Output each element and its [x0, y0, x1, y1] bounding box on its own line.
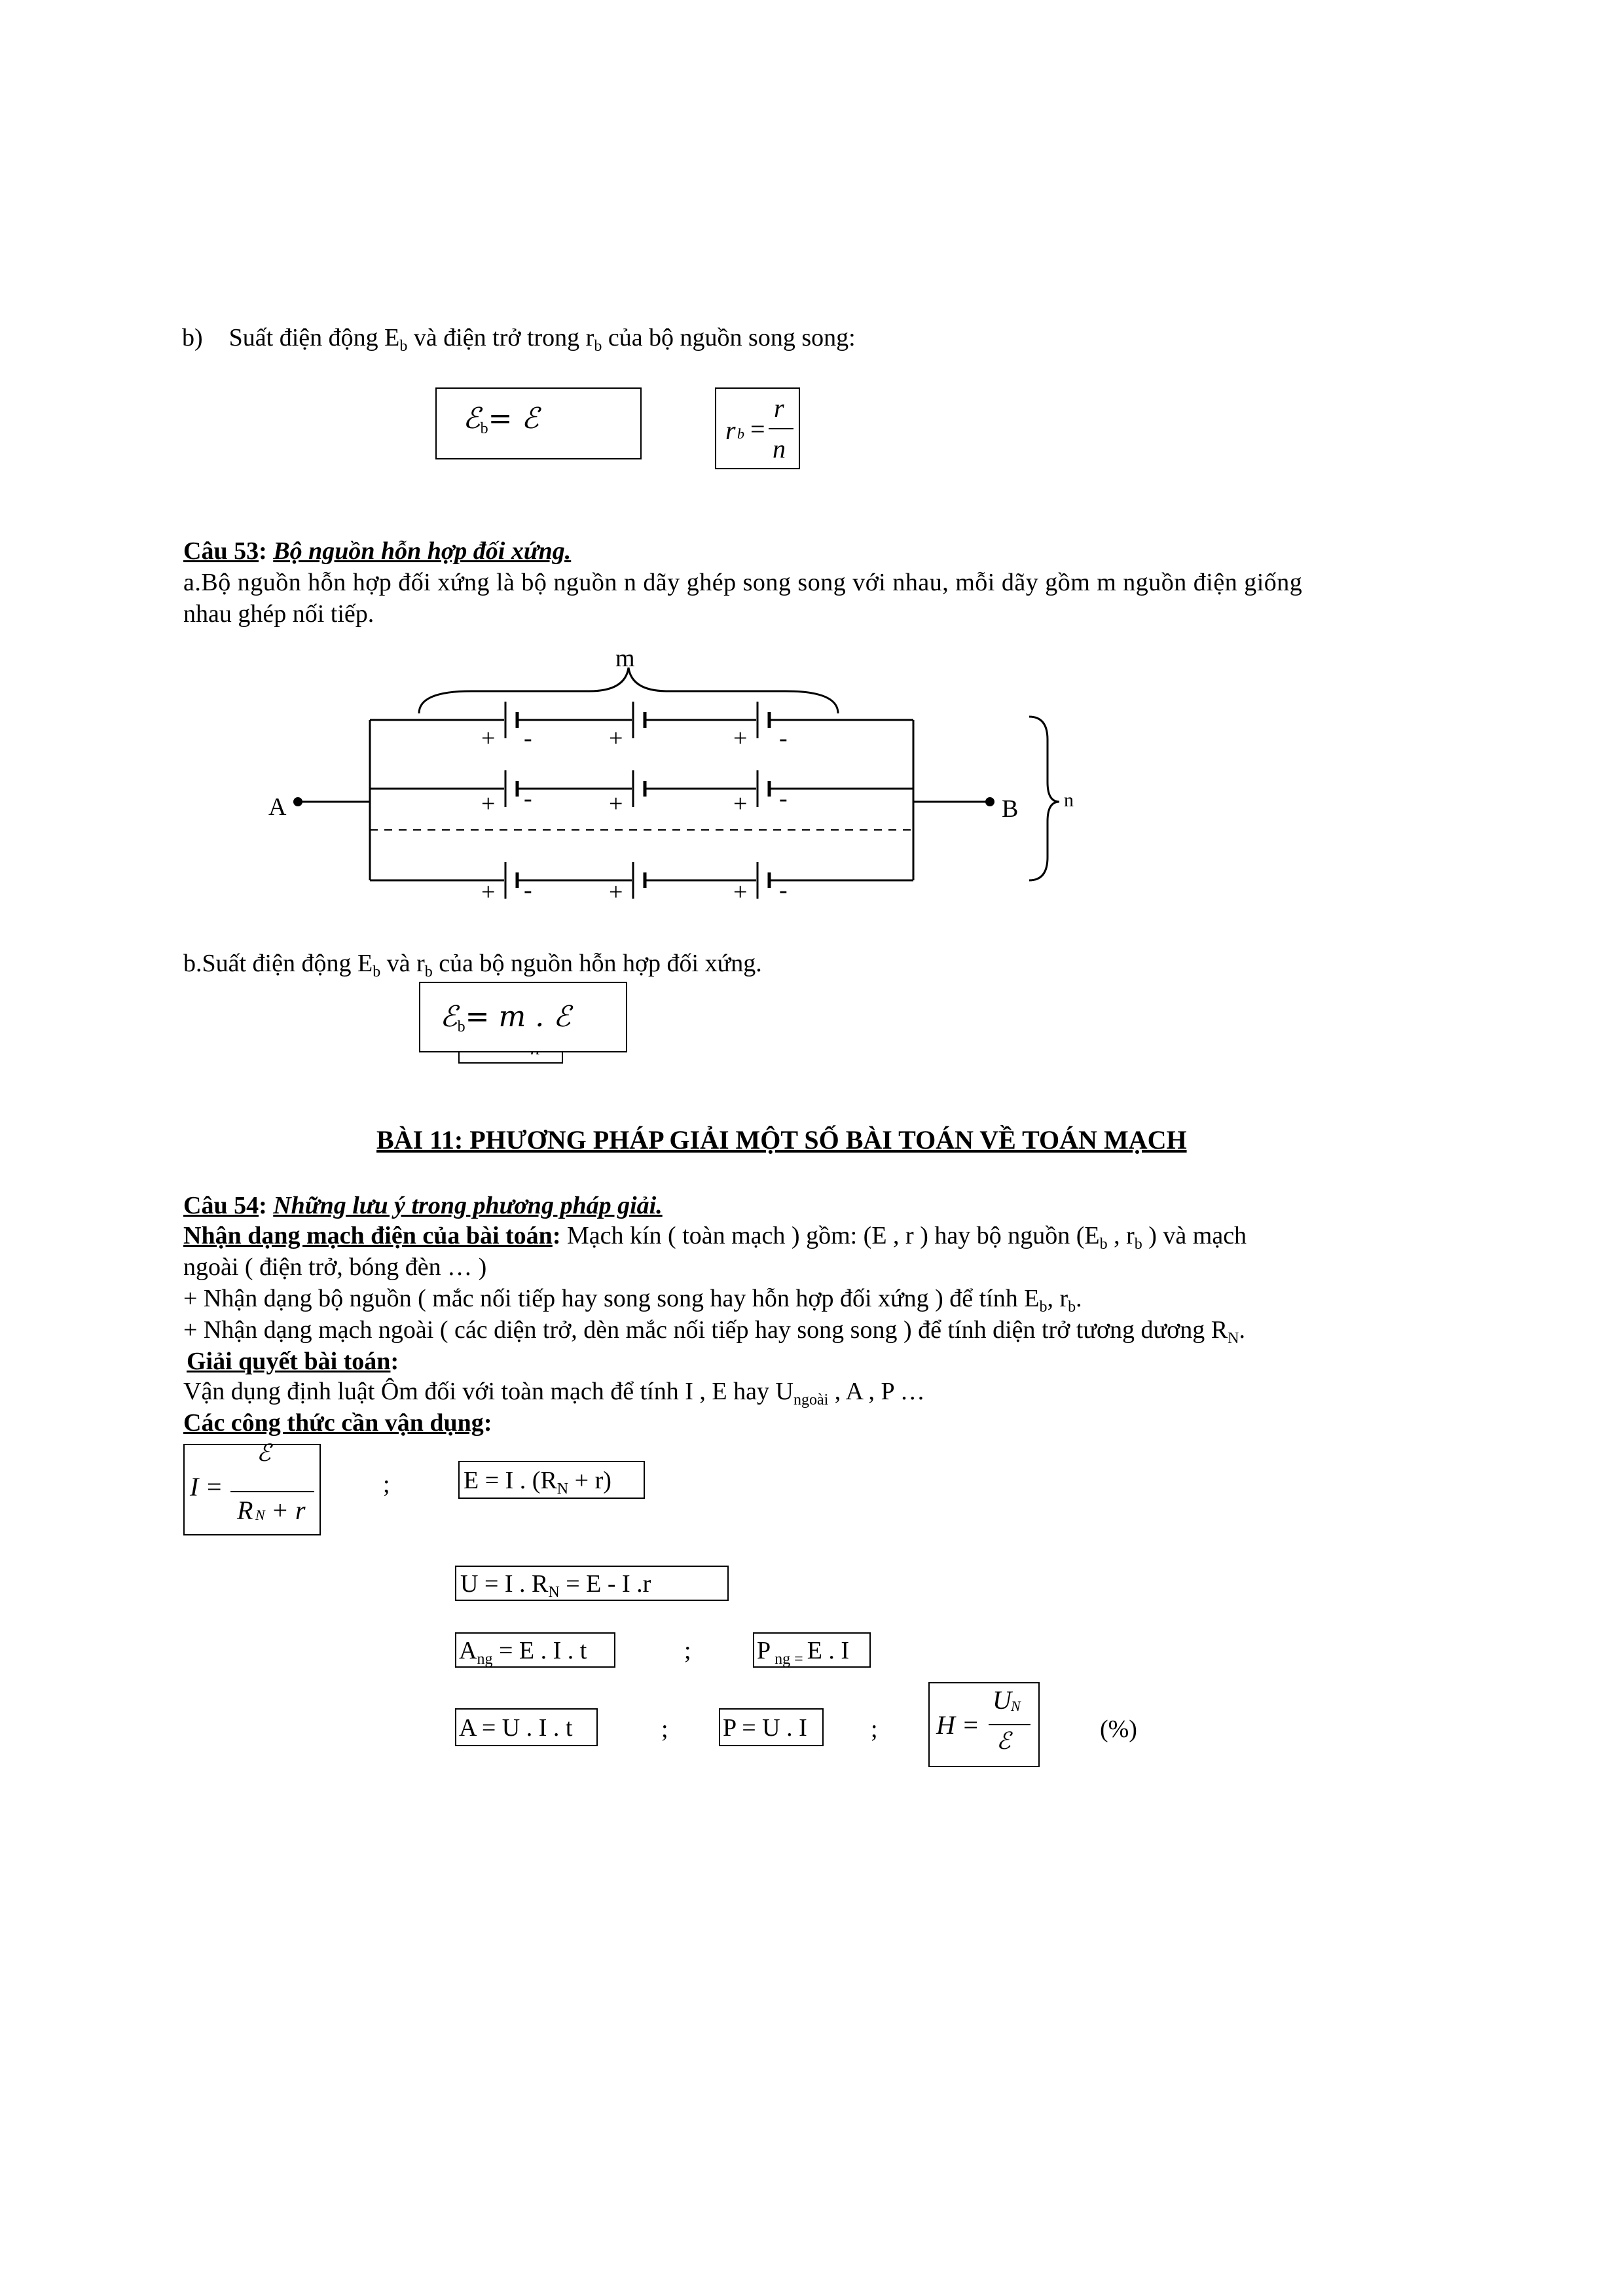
sign-plus: +: [609, 878, 623, 906]
sign-minus: -: [779, 876, 788, 904]
cau53-para-a-line2: nhau ghép nối tiếp.: [183, 600, 374, 628]
fraction-bar: [230, 1491, 314, 1492]
cell-r3-c1: [505, 862, 517, 899]
bullet-nguon: + Nhận dạng bộ nguồn ( mắc nối tiếp hay song song hay hỗn hợp đối xứng ) để tính $E_b$, $r_b$.: [183, 1285, 1082, 1316]
label-a: A: [268, 793, 287, 821]
label-b: B: [1002, 795, 1019, 823]
formula-separator: ;: [684, 1637, 691, 1664]
bai11-title: BÀI 11: PHƯƠNG PHÁP GIẢI MỘT SỐ BÀI TOÁN VỀ TOÁN MẠCH: [376, 1125, 1187, 1155]
cell-r2-c2: [633, 770, 645, 807]
cell-r3-c3: [757, 862, 769, 899]
formula-e-box: E = I . $(R_N + r)$: [458, 1461, 645, 1499]
formula-separator: ;: [661, 1715, 668, 1743]
label-m: m: [615, 645, 635, 672]
cell-r3-c2: [633, 862, 645, 899]
terminal-a-dot: [293, 797, 302, 806]
sign-minus: -: [524, 785, 532, 812]
cau53-para-a-line1: a.Bộ nguồn hỗn hợp đối xứng là bộ nguồn n dãy ghép song song với nhau, mỗi dãy gồm m nguồn điện giống: [183, 569, 1303, 596]
mixed-battery-circuit: [0, 0, 1623, 916]
nhan-dang-line2: ngoài ( điện trở, bóng đèn … ): [183, 1253, 487, 1281]
cell-r1-c1: [505, 702, 517, 738]
formula-p-box: P = U . I: [719, 1708, 824, 1746]
section-b-label: b): [182, 324, 203, 351]
cong-thuc-heading: Các công thức cần vận dụng:: [183, 1409, 492, 1437]
terminal-b-dot: [985, 797, 994, 806]
formula-separator: ;: [383, 1471, 390, 1498]
sign-minus: -: [524, 876, 532, 904]
formula-eb-parallel-box: ℰ$_b$= ℰ: [435, 387, 642, 459]
nhan-dang-line1: Nhận dạng mạch điện của bài toán: Mạch kín ( toàn mạch ) gồm: (E , r ) hay bộ nguồn ($E_b$ , $r_b$ ) và mạch: [183, 1222, 1247, 1253]
h-unit-percent: (%): [1100, 1715, 1137, 1743]
label-n: n: [1064, 789, 1074, 811]
n-brace: [1029, 717, 1059, 880]
sign-plus: +: [609, 725, 623, 752]
sign-plus: +: [481, 878, 496, 906]
giai-quyet-heading: Giải quyết bài toán:: [187, 1348, 399, 1375]
sign-plus: +: [733, 790, 748, 817]
cell-r2-c3: [757, 770, 769, 807]
fraction-bar: [989, 1724, 1030, 1725]
sign-plus: +: [733, 878, 748, 906]
formula-ang-box: $A_{ng} = E$ . I . t: [455, 1632, 615, 1668]
formula-png-box: P $_{ng}$ $_=$ E . I: [753, 1632, 871, 1668]
m-brace: [419, 668, 838, 713]
cell-r1-c2: [633, 702, 645, 738]
cell-r2-c1: [505, 770, 517, 807]
cell-r1-c3: [757, 702, 769, 738]
sign-minus: -: [779, 725, 788, 752]
section-b-line: b) Suất điện động $E_b$ và điện trở trong $r_b$ của bộ nguồn song song:: [182, 324, 856, 355]
formula-i-box: I = ℰ R N + r: [183, 1444, 321, 1535]
formula-a-box: A = U . I . t: [455, 1708, 598, 1746]
sign-plus: +: [733, 725, 748, 752]
bullet-mach-ngoai: + Nhận dạng mạch ngoài ( các diện trở, dèn mắc nối tiếp hay song song ) để tính diện trở tương dương $R_N$.: [183, 1316, 1245, 1347]
formula-h-box: H = U N ℰ: [928, 1682, 1040, 1767]
cau54-heading: Câu 54: Những lưu ý trong phương pháp giải.: [183, 1192, 663, 1219]
formula-u-box: U = I . $R_N = E - I$ .r: [455, 1566, 729, 1601]
sign-plus: +: [481, 725, 496, 752]
cau53-para-b: b.Suất điện động $E_b$ và $r_b$ của bộ nguồn hỗn hợp đối xứng.: [183, 950, 762, 980]
sign-plus: +: [609, 790, 623, 817]
sign-minus: -: [779, 785, 788, 812]
formula-eb-mixed-box: ℰ$_b$= m . ℰ: [419, 982, 627, 1052]
formula-separator: ;: [871, 1715, 878, 1743]
cau53-heading: Câu 53: Bộ nguồn hỗn hợp đối xứng.: [183, 537, 572, 565]
sign-plus: +: [481, 790, 496, 817]
van-dung-line: Vận dụng định luật Ôm đối với toàn mạch để tính I , E hay $U_{ngoài}$ , A , P …: [183, 1378, 925, 1408]
formula-rb-parallel-box: r b = r n: [715, 387, 800, 469]
sign-minus: -: [524, 725, 532, 752]
